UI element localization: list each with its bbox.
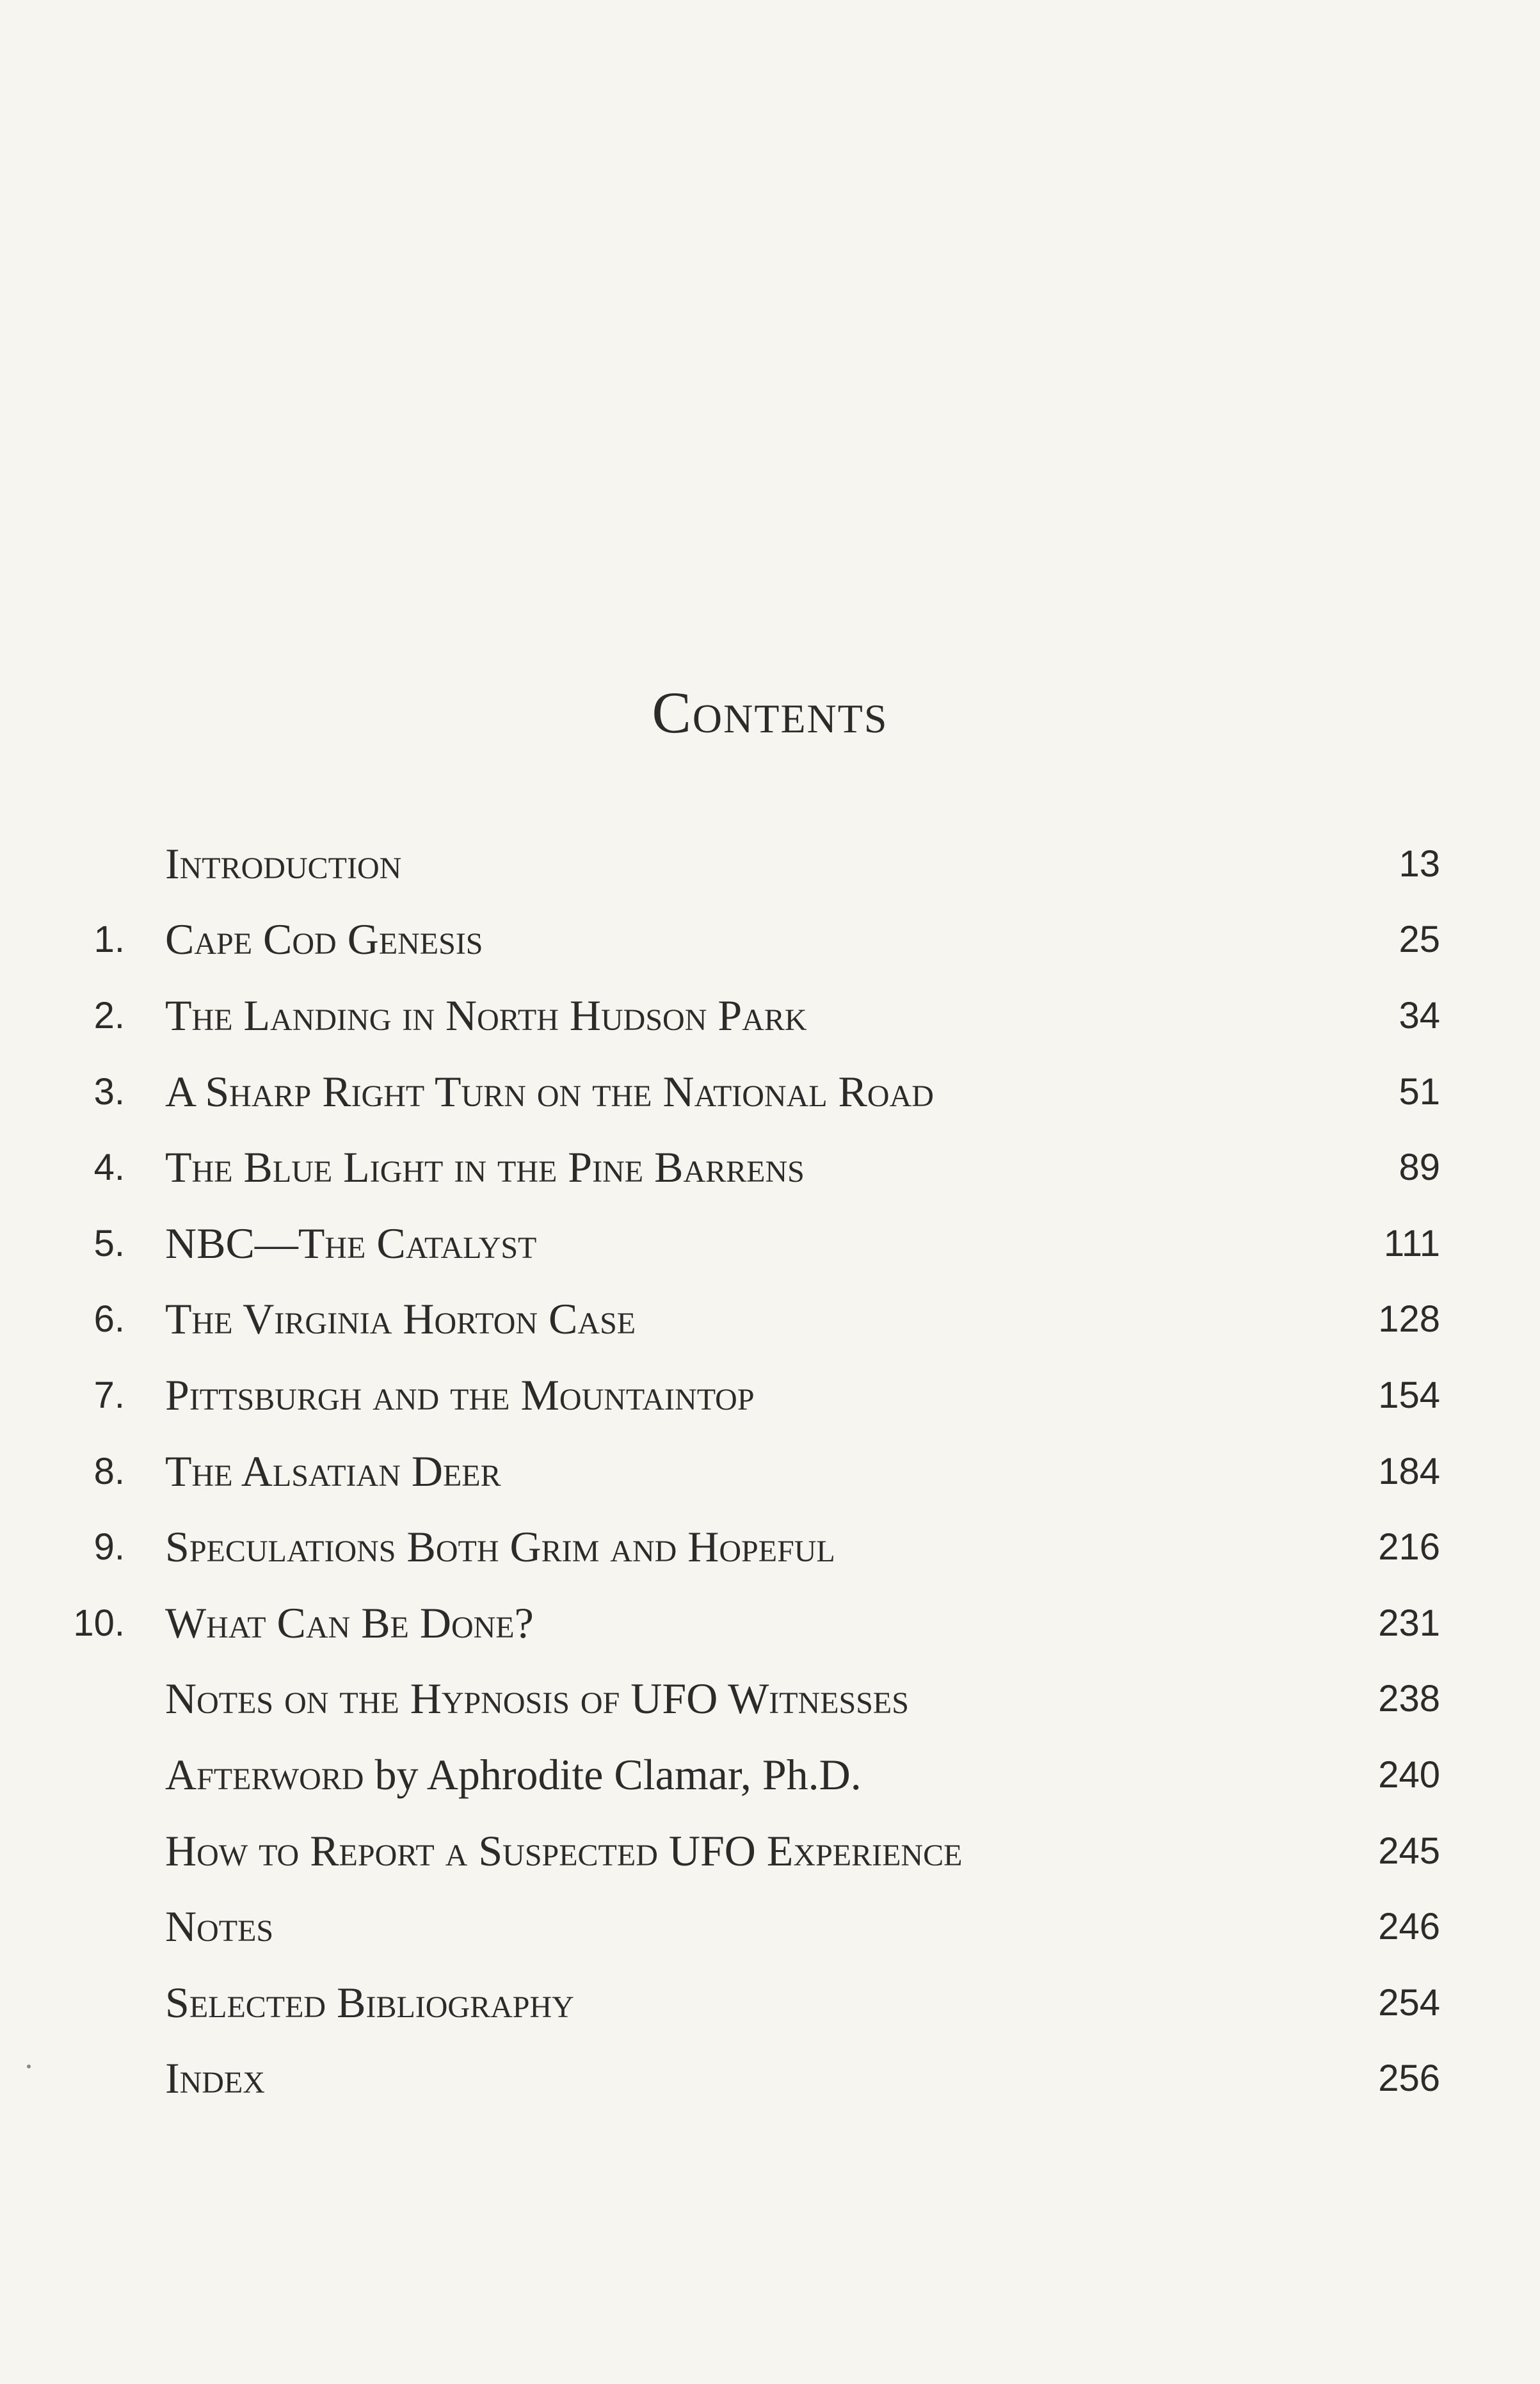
toc-entry-page: 154 (1378, 1374, 1440, 1416)
toc-entry (58, 2041, 1440, 2117)
toc-entry (58, 1282, 1440, 1358)
toc-entry-page: 25 (1399, 919, 1440, 961)
toc-entry-number: 3. (93, 1070, 125, 1113)
toc-entry-byline: by Aphrodite Clamar, Ph.D. (364, 1750, 862, 1799)
toc-entry (58, 1965, 1440, 2041)
toc-entry-title: Afterword by Aphrodite Clamar, Ph.D. (165, 1750, 862, 1799)
toc-entry-page: 216 (1378, 1526, 1440, 1568)
toc-entry (58, 1054, 1440, 1130)
toc-entry-number: 7. (93, 1374, 125, 1416)
toc-entry-title: The Alsatian Deer (165, 1446, 501, 1495)
toc-entry-title: The Blue Light in the Pine Barrens (165, 1143, 805, 1192)
toc-entry (58, 1661, 1440, 1737)
toc-entry-page: 240 (1378, 1753, 1440, 1796)
toc-entry-title: A Sharp Right Turn on the National Road (165, 1067, 934, 1116)
toc-entry-title: Cape Cod Genesis (165, 915, 483, 964)
toc-entry-page: 51 (1399, 1070, 1440, 1113)
toc-entry-title: NBC—The Catalyst (165, 1218, 537, 1268)
toc-entry-page: 231 (1378, 1602, 1440, 1644)
margin-speck (27, 2065, 31, 2068)
toc-entry-number: 9. (93, 1526, 125, 1568)
toc-entry (58, 1205, 1440, 1282)
toc-entry (58, 1433, 1440, 1510)
toc-entry-number: 5. (93, 1222, 125, 1264)
toc-entry (58, 1585, 1440, 1661)
toc-entry (58, 1357, 1440, 1433)
toc-entry-title: Selected Bibliography (165, 1977, 574, 2027)
toc-entry-page: 254 (1378, 1981, 1440, 2024)
toc-entry-title: Notes on the Hypnosis of UFO Witnesses (165, 1674, 909, 1723)
toc-entry (58, 902, 1440, 978)
toc-entry (58, 1129, 1440, 1205)
toc-entry-page: 238 (1378, 1678, 1440, 1720)
toc-entry (58, 1737, 1440, 1813)
toc-entry-number: 2. (93, 994, 125, 1036)
toc-entry-number: 8. (93, 1450, 125, 1492)
toc-entry-title: Notes (165, 1902, 274, 1951)
toc-entry-title: Pittsburgh and the Mountaintop (165, 1370, 755, 1419)
toc-entry-title: Speculations Both Grim and Hopeful (165, 1522, 835, 1572)
toc-entry-title: Introduction (165, 839, 402, 888)
table-of-contents (58, 826, 1440, 2116)
toc-entry-page: 111 (1383, 1222, 1440, 1264)
toc-entry-title: How to Report a Suspected UFO Experience (165, 1826, 963, 1875)
toc-entry-title: The Landing in North Hudson Park (165, 990, 807, 1040)
page-title: Contents (652, 680, 888, 745)
toc-entry-number: 6. (93, 1298, 125, 1341)
toc-entry (58, 1889, 1440, 1965)
toc-entry-title: Index (165, 2054, 265, 2103)
toc-entry (58, 1813, 1440, 1889)
toc-entry-title: The Virginia Horton Case (165, 1294, 636, 1344)
toc-entry-title: What Can Be Done? (165, 1598, 534, 1647)
toc-entry-number: 1. (93, 919, 125, 961)
toc-entry (58, 978, 1440, 1054)
toc-entry-number: 4. (93, 1147, 125, 1189)
toc-entry-page: 256 (1378, 2058, 1440, 2100)
toc-entry-page: 89 (1399, 1147, 1440, 1189)
toc-entry (58, 1509, 1440, 1585)
toc-entry-page: 13 (1399, 842, 1440, 885)
toc-entry-page: 34 (1399, 994, 1440, 1036)
toc-entry-page: 128 (1378, 1298, 1440, 1341)
toc-entry (58, 826, 1440, 902)
toc-entry-page: 246 (1378, 1906, 1440, 1948)
toc-entry-page: 245 (1378, 1830, 1440, 1872)
toc-entry-page: 184 (1378, 1450, 1440, 1492)
toc-entry-number: 10. (73, 1602, 125, 1644)
